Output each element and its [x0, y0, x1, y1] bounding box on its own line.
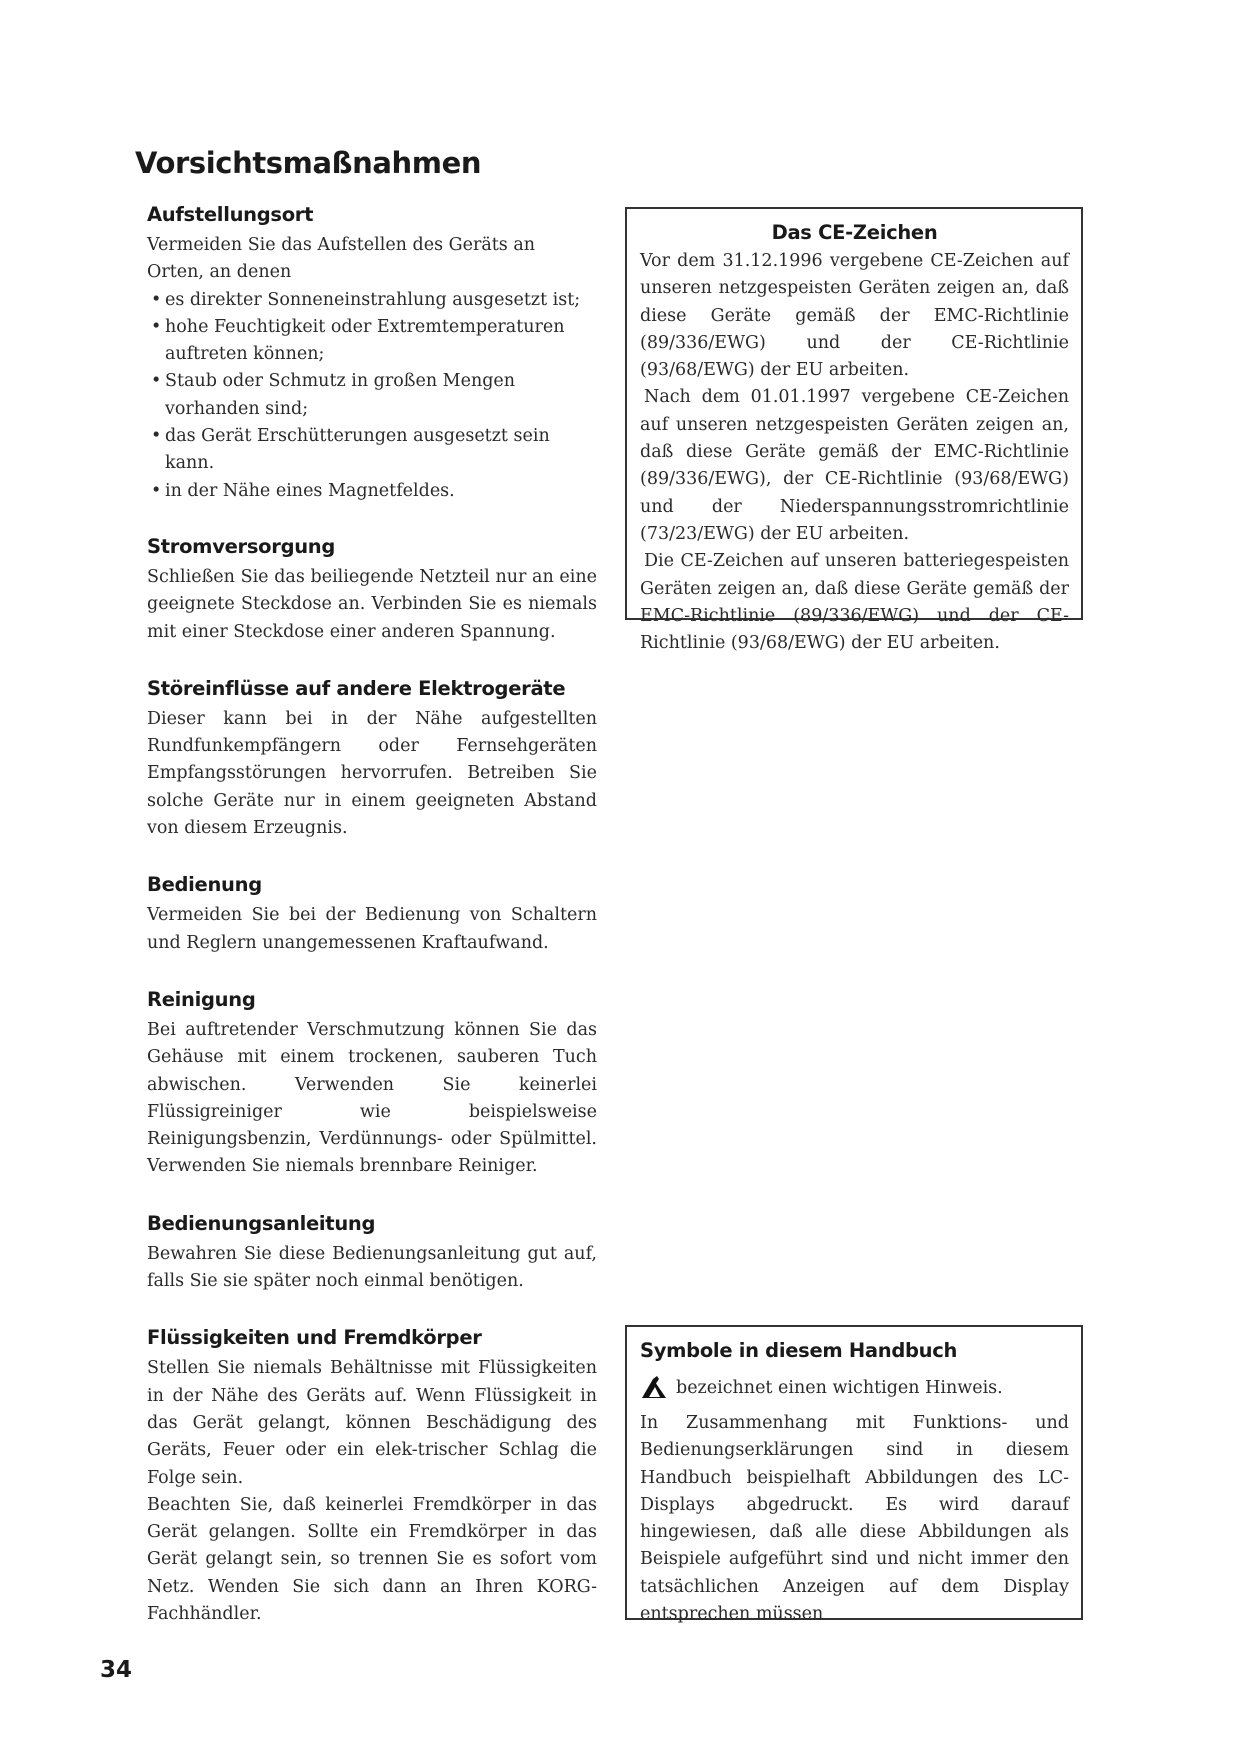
- box-paragraph: Die CE-Zeichen auf unseren batteriegespeisten Geräten zeigen an, daß diese Geräte gemäß der EMC-Richtlinie (89/336/EWG) und der CE-Richtlinie (93/68/EWG) der EU arbeiten.: [640, 551, 1069, 654]
- section-text: Bei auftretender Verschmutzung können Sie das Gehäuse mit einem trockenen, sauberen Tuch abwischen. Verwenden Sie keinerlei Flüssigreiniger wie beispielsweise Reinigungsbenzin, Verdünnungs- oder Spülmittel. Verwenden Sie niemals brennbare Reiniger.: [147, 1019, 597, 1177]
- section-text: Beachten Sie, daß keinerlei Fremdkörper in das Gerät gelangen. Sollte ein Fremdkörper in das Gerät gelangt sein, so trennen Sie es sofort vom Netz. Wenden Sie sich dann an Ihren KORG-Fachhändler.: [147, 1494, 597, 1624]
- ce-mark-box: [625, 207, 1083, 654]
- bullet-icon: •: [151, 371, 162, 392]
- list-item: • Staub oder Schmutz in großen Mengen vorhanden sind;: [147, 368, 597, 423]
- section-text: Vermeiden Sie bei der Bedienung von Schaltern und Reglern unangemessenen Kraftaufwand.: [147, 905, 597, 953]
- section-intro: Vermeiden Sie das Aufstellen des Geräts an Orten, an denen: [147, 235, 536, 283]
- section-heading: Reinigung: [147, 987, 256, 1011]
- section-text: Schließen Sie das beiliegende Netzteil nur an eine geeignete Steckdose an. Verbinden Sie es niemals mit einer Steckdose einer anderen Spannung.: [147, 566, 597, 642]
- section-heading: Aufstellungsort: [147, 203, 314, 226]
- note-symbol-line: [640, 1376, 1069, 1400]
- box-paragraph: In Zusammenhang mit Funktions- und Bedienungserklärungen sind in diesem Handbuch beispielhaft Abbildungen des LC-Displays abgedruckt. Es wird darauf hingewiesen, daß alle diese Abbildungen als Beispiele aufgeführt sind und nicht immer den tatsächlichen Anzeigen auf dem Display entsprechen müssen: [640, 1413, 1069, 1625]
- page-number: 34: [100, 1657, 133, 1683]
- bullet-icon: •: [151, 426, 162, 447]
- korg-note-icon: [640, 1376, 668, 1400]
- box-heading: Das CE-Zeichen: [771, 221, 938, 244]
- section-stromversorgung: [147, 532, 597, 646]
- bullet-icon: •: [151, 289, 162, 310]
- section-heading: Störeinflüsse auf andere Elektrogeräte: [147, 676, 566, 700]
- box-heading: Symbole in diesem Handbuch: [640, 1339, 958, 1362]
- section-heading: Bedienung: [147, 873, 262, 897]
- section-text: Dieser kann bei in der Nähe aufgestellten Rundfunkempfängern oder Fernsehgeräten Empfangsstörungen hervorrufen. Betreiben Sie solche Geräte nur in einem geeigneten Abstand von diesem Erzeugnis.: [147, 708, 597, 839]
- section-heading: Flüssigkeiten und Fremdkörper: [147, 1326, 482, 1350]
- bullet-list: [147, 287, 597, 505]
- section-text: Stellen Sie niemals Behältnisse mit Flüssigkeiten in der Nähe des Geräts auf. Wenn Flüssigkeit in das Gerät gelangt, können Beschädigung des Geräts, Feuer oder ein elek-trischer Schlag die Folge sein.: [147, 1358, 597, 1488]
- page-title: Vorsichtsmaßnahmen: [135, 146, 482, 180]
- left-column: [147, 200, 597, 1628]
- section-bedienungsanleitung: [147, 1209, 597, 1296]
- section-heading: Stromversorgung: [147, 534, 336, 558]
- section-aufstellungsort: [147, 200, 597, 505]
- box-paragraph: Vor dem 31.12.1996 vergebene CE-Zeichen auf unseren netzgespeisten Geräten zeigen an, daß diese Geräte gemäß der EMC-Richtlinie (89/336/EWG) und der CE-Richtlinie (93/68/EWG) der EU arbeiten.: [640, 251, 1069, 381]
- section-fluessigkeiten: [147, 1323, 597, 1628]
- list-item: • es direkter Sonneneinstrahlung ausgesetzt ist;: [147, 287, 597, 314]
- section-reinigung: [147, 985, 597, 1181]
- list-item: • in der Nähe eines Magnetfeldes.: [147, 478, 597, 505]
- symbols-box: [625, 1325, 1083, 1625]
- section-stoereinfluesse: [147, 674, 597, 842]
- bullet-icon: •: [151, 480, 162, 501]
- box-paragraph: Nach dem 01.01.1997 vergebene CE-Zeichen auf unseren netzgespeisten Geräten zeigen an, daß diese Geräte gemäß der EMC-Richtlinie (89/336/EWG), der CE-Richtlinie (93/68/EWG) und der Niederspannungsstromrichtlinie (73/23/EWG) der EU arbeiten.: [640, 387, 1069, 544]
- section-bedienung: [147, 870, 597, 957]
- list-item: • das Gerät Erschütterungen ausgesetzt sein kann.: [147, 423, 597, 478]
- note-text: bezeichnet einen wichtigen Hinweis.: [676, 1378, 1003, 1398]
- list-item: • hohe Feuchtigkeit oder Extremtemperaturen auftreten können;: [147, 314, 597, 369]
- section-text: Bewahren Sie diese Bedienungsanleitung gut auf, falls Sie sie später noch einmal benötigen.: [147, 1243, 597, 1292]
- bullet-icon: •: [151, 316, 162, 337]
- section-heading: Bedienungsanleitung: [147, 1211, 376, 1235]
